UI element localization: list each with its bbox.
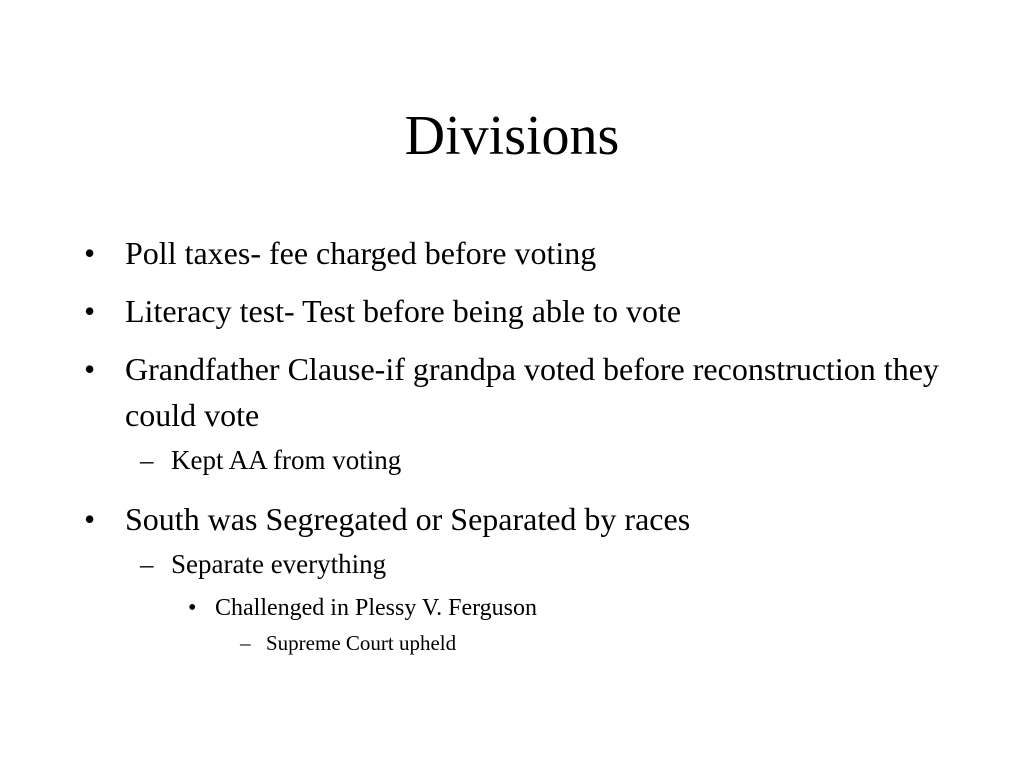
- sub-bullet-item: [84, 546, 964, 582]
- bullet-text: South was Segregated or Separated by races: [125, 501, 691, 537]
- level-4-bullet-text: Supreme Court upheld: [266, 631, 457, 655]
- sub-bullet-text: Kept AA from voting: [171, 445, 402, 475]
- dash-marker: –: [140, 549, 154, 579]
- bullet-marker: •: [84, 235, 96, 271]
- bullet-text: Literacy test- Test before being able to vote: [125, 293, 682, 329]
- sub-sub-bullet-text: Challenged in Plessy V. Ferguson: [215, 595, 538, 621]
- bullet-item: [84, 230, 964, 276]
- level-4-bullet-item: [84, 628, 964, 658]
- bullet-text: Grandfather Clause-if grandpa voted before reconstruction they could vote: [125, 351, 939, 433]
- slide-body: [84, 230, 964, 658]
- bullet-marker: •: [188, 595, 197, 621]
- bullet-item: [84, 346, 964, 438]
- bullet-text: Poll taxes- fee charged before voting: [125, 235, 597, 271]
- dash-marker: –: [140, 445, 154, 475]
- bullet-marker: •: [84, 501, 96, 537]
- bullet-item: [84, 496, 964, 542]
- dash-marker: –: [240, 631, 251, 655]
- sub-bullet-item: [84, 442, 964, 478]
- sub-bullet-text: Separate everything: [171, 549, 387, 579]
- bullet-item: [84, 288, 964, 334]
- sub-sub-bullet-item: [84, 592, 964, 624]
- bullet-marker: •: [84, 293, 96, 329]
- slide-title: Divisions: [404, 105, 620, 167]
- bullet-marker: •: [84, 351, 96, 387]
